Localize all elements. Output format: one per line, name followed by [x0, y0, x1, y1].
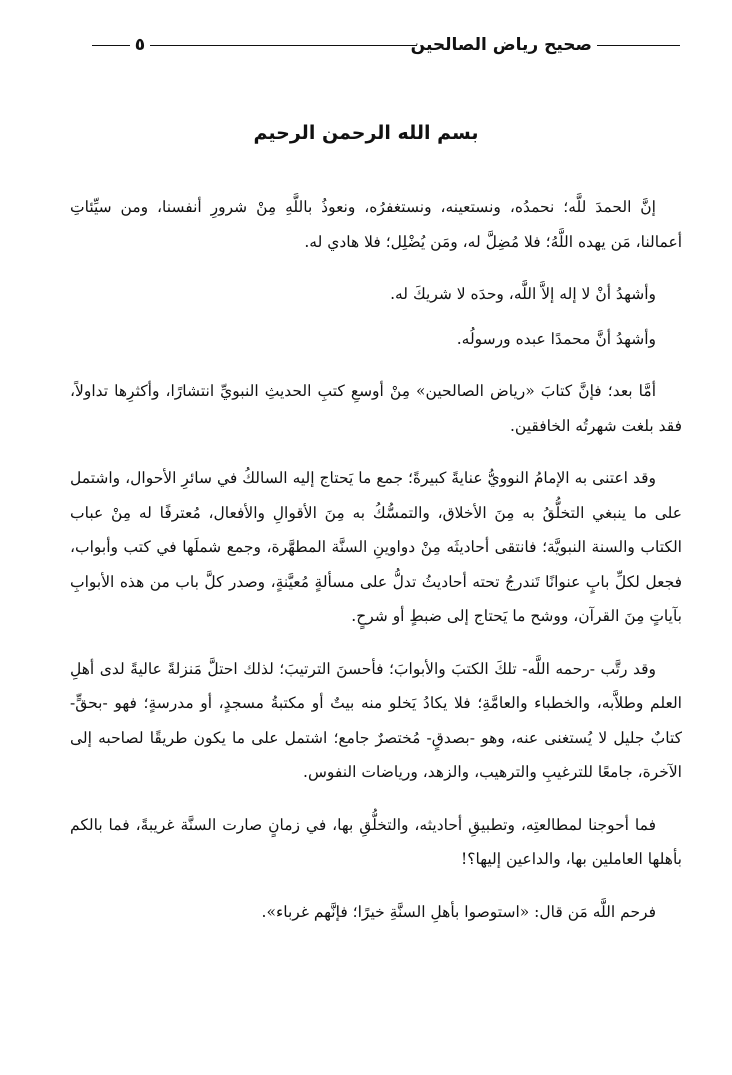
- header-rule-left: [92, 45, 130, 46]
- basmala-heading: بسم الله الرحمن الرحيم: [253, 122, 479, 144]
- paragraph-need: فما أحوجنا لمطالعتِه، وتطبيقِ أحاديثه، والتخلُّقِ بها، في زمانٍ صارت السنَّة غريبةً، فما بالكم بأهلها العاملين بها، والداعين إليها؟!: [70, 815, 682, 868]
- header-rule-middle: [150, 45, 417, 46]
- paragraph-nawawi-effort: وقد اعتنى به الإمامُ النوويُّ عنايةً كبيرةً؛ جمع ما يَحتاج إليه السالكُ في سائرِ الأحوال، واشتمل على ما ينبغي التخلُّقُ به مِنَ الأخلاق، والتمسُّكُ به مِنَ الأقوالِ والأفعال، مُعترفًا له مِنْ عباب الكتاب والسنة النبويَّة؛ فانتقى أحاديثَه مِنْ دواوينِ السنَّة المطهَّرة، وجمع شملَها في كتب وأبواب، فجعل لكلِّ بابٍ عنوانًا تَندرجُ تحته أحاديثُ تدلُّ على مسألةٍ مُعيَّنةٍ، وصدر كلَّ باب من هذه الأبوابِ بآياتٍ مِنَ القرآن، ووشح ما يَحتاج إلى ضبطٍ أو شرحٍ.: [70, 469, 682, 625]
- running-header: [92, 30, 680, 60]
- body-text: [70, 190, 682, 947]
- paragraph-praise: إنَّ الحمدَ للَّه؛ نحمدُه، ونستعينه، ونستغفرُه، ونعوذُ باللَّهِ مِنْ شرورِ أنفسنا، ومن سيِّئاتِ أعمالنا، مَن يهده اللَّهُ؛ فلا مُضِلَّ له، ومَن يُضْلِل؛ فلا هادي له.: [70, 198, 682, 251]
- header-rule-right: [597, 45, 680, 46]
- paragraph-closing-quote: فرحم اللَّه مَن قال: «استوصوا بأهلِ السنَّةِ خيرًا؛ فإنَّهم غرباء».: [261, 902, 656, 921]
- running-title: صحيح رياض الصالحين: [410, 35, 592, 55]
- page-number: ٥: [134, 35, 146, 55]
- paragraph-shahada-1: وأشهدُ أنْ لا إله إلاَّ اللَّه، وحدَه لا شريكَ له.: [390, 285, 656, 303]
- paragraph-intro-book: أمَّا بعد؛ فإنَّ كتابَ «رياض الصالحين» مِنْ أوسعِ كتبِ الحديثِ النبويِّ انتشارًا، وأكثرِها تداولاً، فقد بلغت شهرتُه الخافقين.: [70, 382, 682, 435]
- paragraph-shahada-2: وأشهدُ أنَّ محمدًا عبده ورسولُه.: [456, 329, 656, 348]
- paragraph-arrangement: وقد رتَّب -رحمه اللَّه- تلكَ الكتبَ والأبوابَ؛ فأحسنَ الترتيبَ؛ لذلك احتلَّ مَنزلةً عاليةً لدى أهلِ العلم وطلاَّبه، والخطباء والعامَّةِ؛ فلا يكادُ يَخلو منه بيتٌ أو مكتبةُ مسجدٍ، أو مدرسةٍ؛ فهو -بحقٍّ- كتابٌ جليل لا يُستغنى عنه، وهو -بصدقٍ- مُختصرٌ جامع؛ اشتمل على ما يكون طريقًا لصاحبه إلى الآخرة، جامعًا للترغيبِ والترهيب، والزهد، ورياضات النفوس.: [70, 659, 682, 781]
